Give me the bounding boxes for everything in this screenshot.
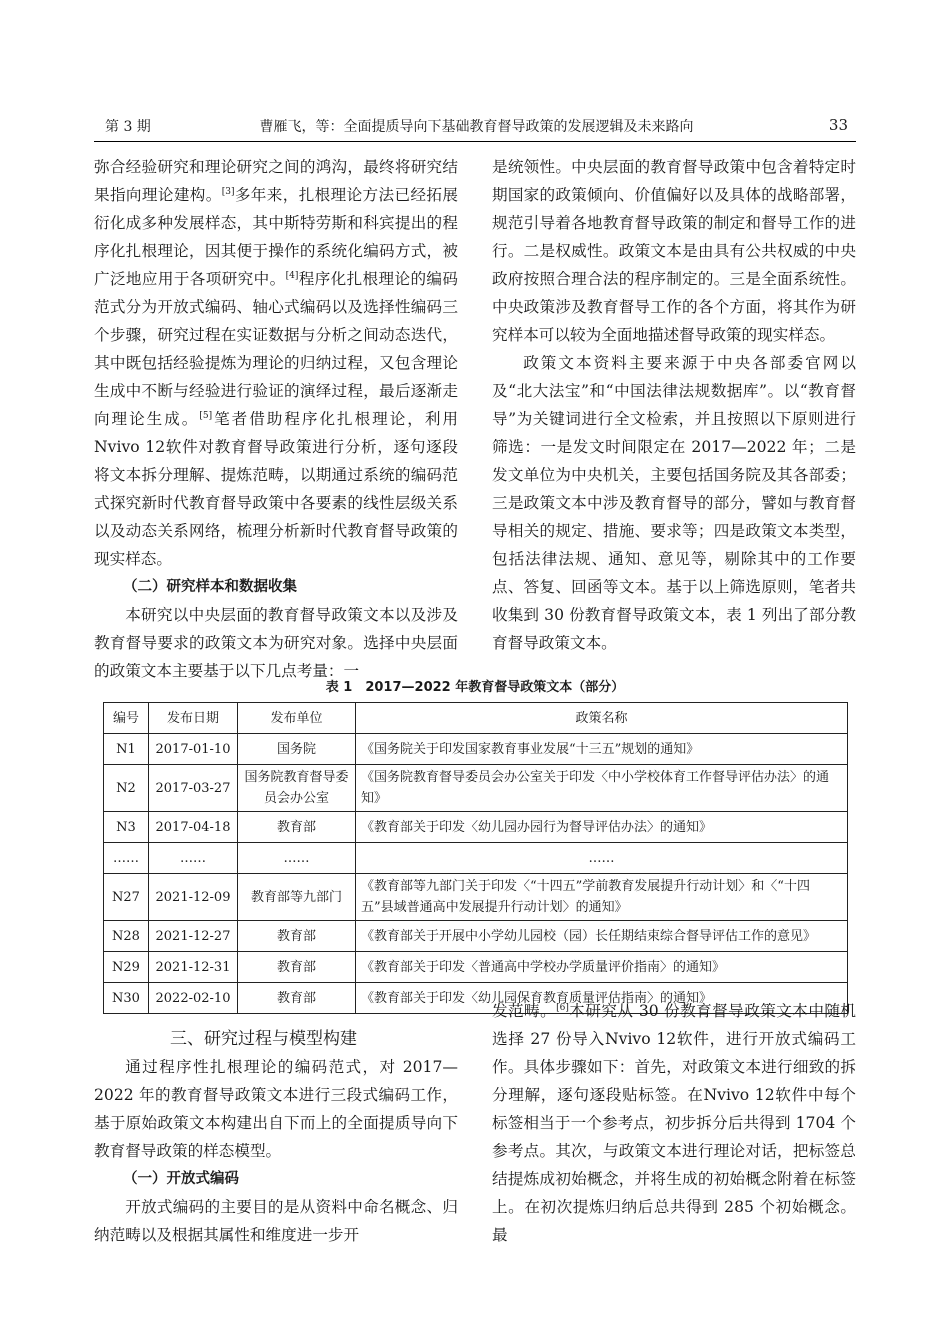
table-row bbox=[104, 734, 848, 765]
left-column-top bbox=[94, 153, 458, 685]
cell-issuer: 教育部等九部门 bbox=[238, 874, 356, 921]
cell-date: 2021-12-27 bbox=[149, 921, 238, 952]
cell-id: N2 bbox=[104, 765, 149, 812]
paragraph: 政策文本资料主要来源于中央各部委官网以及“北大法宝”和“中国法律法规数据库”。以“教育督导”为关键词进行全文检索，并且按照以下原则进行筛选：一是发文时间限定在 2017—2022 年；二是发文单位为中央机关，主要包括国务院及其各部委；三是政策文本中涉及教育督导的部分，譬如与教育督导相关的规定、措施、要求等；四是政策文本类型，包括法律法规、通知、意见等，剔除其中的工作要点、答复、回函等文本。基于以上筛选原则，笔者共收集到 30 份教育督导政策文本，表 1 列出了部分教育督导政策文本。 bbox=[492, 354, 856, 652]
cell-date: …… bbox=[149, 843, 238, 874]
subheading: （二）研究样本和数据收集 bbox=[123, 579, 297, 595]
header-cell: 政策名称 bbox=[356, 703, 848, 734]
header-rule bbox=[94, 141, 856, 142]
table-row bbox=[104, 952, 848, 983]
page-header bbox=[105, 116, 848, 140]
cell-date: 2021-12-31 bbox=[149, 952, 238, 983]
cell-issuer: 教育部 bbox=[238, 952, 356, 983]
cell-id: N30 bbox=[104, 983, 149, 1014]
citation-ref: [6] bbox=[556, 1002, 569, 1013]
paragraph: 本研究以中央层面的教育督导政策文本以及涉及教育督导要求的政策文本为研究对象。选择中央层面的政策文本主要基于以下几点考量：一 bbox=[94, 606, 458, 680]
cell-date: 2017-01-10 bbox=[149, 734, 238, 765]
text-run: 程序化扎根理论的编码范式分为开放式编码、轴心式编码以及选择性编码三个步骤，研究过程在实证数据与分析之间动态迭代，其中既包括经验提炼为理论的归纳过程，又包含理论生成中不断与经验进行验证的演绎过程，最后逐渐走向理论生成。 bbox=[94, 270, 458, 428]
citation-ref: [5] bbox=[199, 410, 213, 421]
text-run: 笔者借助程序化扎根理论，利用Nvivo 12软件对教育督导政策进行分析，逐句逐段将文本拆分理解、提炼范畴，以期通过系统的编码范式探究新时代教育督导政策中各要素的线性层级关系以及动态关系网络，梳理分析新时代教育督导政策的现实样态。 bbox=[94, 410, 458, 568]
cell-date: 2022-02-10 bbox=[149, 983, 238, 1014]
table-row bbox=[104, 843, 848, 874]
cell-title: 《国务院教育督导委员会办公室关于印发〈中小学校体育工作督导评估办法〉的通知》 bbox=[356, 765, 848, 812]
header-cell: 编号 bbox=[104, 703, 149, 734]
paragraph bbox=[492, 997, 856, 1249]
cell-issuer: 国务院教育督导委员会办公室 bbox=[238, 765, 356, 812]
citation-ref: [4] bbox=[285, 270, 299, 281]
text-run: 发范畴。 bbox=[492, 1002, 557, 1020]
cell-title: 《教育部关于开展中小学幼儿园校（园）长任期结束综合督导评估工作的意见》 bbox=[356, 921, 848, 952]
cell-id: N1 bbox=[104, 734, 149, 765]
paragraph: 开放式编码的主要目的是从资料中命名概念、归纳范畴以及根据其属性和维度进一步开 bbox=[94, 1198, 458, 1244]
cell-issuer: 教育部 bbox=[238, 983, 356, 1014]
policy-table bbox=[103, 702, 848, 1014]
cell-title: …… bbox=[356, 843, 848, 874]
table-caption: 表 1 2017—2022 年教育督导政策文本（部分） bbox=[325, 680, 625, 695]
header-cell: 发布日期 bbox=[149, 703, 238, 734]
issue-label: 第 3 期 bbox=[105, 119, 151, 135]
cell-id: N27 bbox=[104, 874, 149, 921]
cell-issuer: 国务院 bbox=[238, 734, 356, 765]
cell-id: N3 bbox=[104, 812, 149, 843]
running-title: 曹雁飞，等：全面提质导向下基础教育督导政策的发展逻辑及未来路向 bbox=[259, 119, 694, 135]
citation-ref: [3] bbox=[221, 186, 235, 197]
paragraph: 通过程序性扎根理论的编码范式，对 2017—2022 年的教育督导政策文本进行三段式编码工作，基于原始政策文本构建出自下而上的全面提质导向下教育督导政策的样态模型。 bbox=[94, 1058, 458, 1160]
text-run: 弥合经验研究和理论研究之间的鸿沟，最终将研究结果指向理论建构。 bbox=[94, 158, 458, 204]
cell-title: 《教育部等九部门关于印发〈“十四五”学前教育发展提升行动计划〉和〈“十四五”县域普通高中发展提升行动计划〉的通知》 bbox=[356, 874, 848, 921]
header-cell: 发布单位 bbox=[238, 703, 356, 734]
cell-id: …… bbox=[104, 843, 149, 874]
table-row bbox=[104, 812, 848, 843]
cell-id: N28 bbox=[104, 921, 149, 952]
subheading: （一）开放式编码 bbox=[123, 1171, 239, 1187]
cell-title: 《教育部关于印发〈幼儿园办园行为督导评估办法〉的通知》 bbox=[356, 812, 848, 843]
paragraph: 是统领性。中央层面的教育督导政策中包含着特定时期国家的政策倾向、价值偏好以及具体的战略部署，规范引导着各地教育督导政策的制定和督导工作的进行。二是权威性。政策文本是由具有公共权威的中央政府按照合理合法的程序制定的。三是全面系统性。中央政策涉及教育督导工作的各个方面，将其作为研究样本可以较为全面地描述督导政策的现实样态。 bbox=[492, 158, 856, 344]
page-number: 33 bbox=[828, 116, 848, 134]
left-column-bottom bbox=[94, 1025, 458, 1249]
table-row bbox=[104, 765, 848, 812]
table-row bbox=[104, 921, 848, 952]
text-run: 多年来，扎根理论方法已经拓展衍化成多种发展样态，其中斯特劳斯和科宾提出的程序化扎根理论，因其便于操作的系统化编码方式，被广泛地应用于各项研究中。 bbox=[94, 186, 458, 288]
cell-issuer: 教育部 bbox=[238, 812, 356, 843]
table-header-row bbox=[104, 703, 848, 734]
right-column-bottom bbox=[492, 997, 856, 1249]
cell-title: 《国务院关于印发国家教育事业发展“十三五”规划的通知》 bbox=[356, 734, 848, 765]
cell-issuer: 教育部 bbox=[238, 921, 356, 952]
cell-issuer: …… bbox=[238, 843, 356, 874]
right-column-top bbox=[492, 153, 856, 657]
cell-date: 2021-12-09 bbox=[149, 874, 238, 921]
cell-title: 《教育部关于印发〈幼儿园保育教育质量评估指南〉的通知》 bbox=[356, 983, 848, 1014]
cell-title: 《教育部关于印发〈普通高中学校办学质量评价指南〉的通知》 bbox=[356, 952, 848, 983]
text-run: 本研究从 30 份教育督导政策文本中随机选择 27 份导入Nvivo 12软件，进行开放式编码工作。具体步骤如下：首先，对政策文本进行细致的拆分理解，逐句逐段贴标签。在Nvivo 12软件中每个标签相当于一个参考点，初步拆分后共得到 1704 个参考点。其次，与政策文本进行理论对话，把标签总结提炼成初始概念，并将生成的初始概念附着在标签上。在初次提炼归纳后总共得到 285 个初始概念。最 bbox=[492, 1002, 856, 1244]
table-row bbox=[104, 874, 848, 921]
cell-date: 2017-03-27 bbox=[149, 765, 238, 812]
cell-id: N29 bbox=[104, 952, 149, 983]
section-heading: 三、研究过程与模型构建 bbox=[170, 1029, 357, 1049]
paragraph bbox=[94, 153, 458, 573]
cell-date: 2017-04-18 bbox=[149, 812, 238, 843]
